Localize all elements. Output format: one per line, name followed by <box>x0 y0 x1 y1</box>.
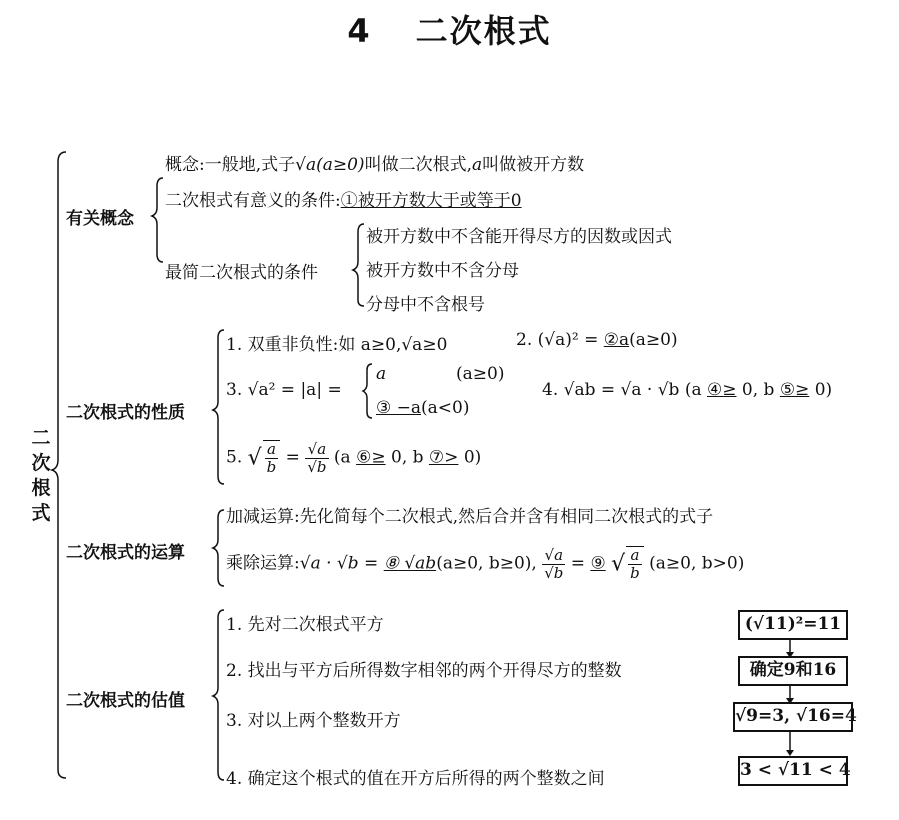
div-answer-fraction <box>626 546 644 582</box>
p4-end: 0) <box>814 380 833 400</box>
p5-radical: √ <box>247 445 262 471</box>
definition-prefix: 概念:一般地,式子 <box>165 155 296 175</box>
operations-heading: 二次根式的运算 <box>66 543 185 563</box>
p5-answer-2: ⑦> <box>428 447 459 468</box>
root-label: 二次根式 <box>31 427 51 524</box>
meaningful-answer: ①被开方数大于或等于0 <box>340 191 522 211</box>
meaningful-condition <box>165 186 522 211</box>
mul-div-rule <box>226 546 744 582</box>
div-fraction <box>542 547 565 582</box>
simplest-item-3: 分母中不含根号 <box>366 295 485 315</box>
definition-expr: √a <box>295 155 317 175</box>
example-box-4: 3 < √11 < 4 <box>738 756 848 786</box>
p3-case1-cond: (a≥0) <box>456 364 505 384</box>
p5-rhs-den: √b <box>307 457 327 476</box>
simplest-brace <box>353 224 364 306</box>
p5-mid: 0, b <box>391 447 424 468</box>
p3-case1: a <box>376 364 387 384</box>
simplest-item-1: 被开方数中不含能开得尽方的因数或因式 <box>366 227 672 247</box>
p5-rhs-num: √a <box>305 441 328 459</box>
p3-case2-cond: (a<0) <box>421 398 470 418</box>
title-number: 4 <box>347 12 372 50</box>
properties-brace <box>213 330 224 484</box>
example-box-2: 确定9和16 <box>738 656 848 686</box>
mul-answer: ⑧ √ab <box>383 553 437 574</box>
property-2 <box>516 330 678 350</box>
simplest-label: 最简二次根式的条件 <box>165 263 318 283</box>
mul-div-label: 乘除运算: <box>226 553 300 574</box>
p5-left: 5. <box>226 447 243 468</box>
mul-expr: √a · √b = <box>299 553 379 574</box>
p2-left: 2. (√a)² = <box>516 330 599 350</box>
concepts-brace <box>152 178 163 262</box>
concept-definition <box>165 150 584 175</box>
p2-answer: ②a <box>603 330 630 350</box>
property-4 <box>542 380 832 400</box>
add-sub-rule: 加减运算:先化简每个二次根式,然后合并含有相同二次根式的式子 <box>226 507 714 527</box>
div-ans-den: b <box>630 564 640 582</box>
div-radical: √ <box>611 551 626 577</box>
p4-answer-1: ④≥ <box>707 380 737 400</box>
simplest-item-2: 被开方数中不含分母 <box>366 261 519 281</box>
div-num: √a <box>542 547 565 565</box>
case-brace <box>363 364 372 418</box>
p3-case2 <box>376 398 470 418</box>
p5-end: 0) <box>463 447 482 468</box>
p4-left: 4. √ab = √a · √b (a <box>542 380 702 400</box>
example-box-3: √9=3, √16=4 <box>733 702 853 732</box>
div-answer-mark: ⑨ <box>590 553 606 574</box>
p5-answer-1: ⑥≥ <box>356 447 386 468</box>
estimation-step-3: 3. 对以上两个整数开方 <box>226 711 401 731</box>
p5-cond-start: (a <box>333 447 351 468</box>
estimation-brace <box>213 610 224 780</box>
p5-lhs-den: b <box>266 458 277 476</box>
estimation-step-1: 1. 先对二次根式平方 <box>226 615 384 635</box>
div-cond: (a≥0, b>0) <box>649 553 745 574</box>
property-5: 5. √ $\frac{a}{b}$ = $\frac{√a}{√b}$ (a ⑥≥ 0, b ⑦> 0) <box>226 439 482 476</box>
p5-lhs-fraction <box>263 440 281 476</box>
concepts-heading: 有关概念 <box>66 209 134 229</box>
estimation-step-2: 2. 找出与平方后所得数字相邻的两个开得尽方的整数 <box>226 661 622 681</box>
estimation-heading: 二次根式的估值 <box>66 691 185 711</box>
p2-cond: (a≥0) <box>629 330 678 350</box>
p3-case2-answer: ③ −a <box>376 398 422 418</box>
p5-rhs-fraction <box>305 441 328 476</box>
operations-brace <box>213 510 224 586</box>
div-den: √b <box>544 563 564 582</box>
definition-var: a <box>471 155 483 175</box>
p5-lhs-num: a <box>265 441 279 459</box>
example-box-1: (√11)²=11 <box>738 610 848 640</box>
p4-answer-2: ⑤≥ <box>779 380 810 400</box>
meaningful-label: 二次根式有意义的条件: <box>165 191 341 211</box>
div-ans-num: a <box>628 547 642 565</box>
mul-cond: (a≥0, b≥0), <box>436 553 537 574</box>
main-brace <box>52 152 66 778</box>
title-text: 二次根式 <box>415 12 552 50</box>
properties-heading: 二次根式的性质 <box>66 403 185 423</box>
definition-end: 叫做被开方数 <box>482 155 585 175</box>
estimation-step-4: 4. 确定这个根式的值在开方后所得的两个整数之间 <box>226 769 605 789</box>
property-1: 1. 双重非负性:如 a≥0,√a≥0 <box>226 335 448 355</box>
property-3-left: 3. √a² = |a| = <box>226 380 342 400</box>
p4-mid: 0, b <box>741 380 775 400</box>
div-eq: = <box>570 553 586 574</box>
definition-cond: (a≥0) <box>316 155 365 175</box>
definition-suffix: 叫做二次根式, <box>364 155 472 175</box>
